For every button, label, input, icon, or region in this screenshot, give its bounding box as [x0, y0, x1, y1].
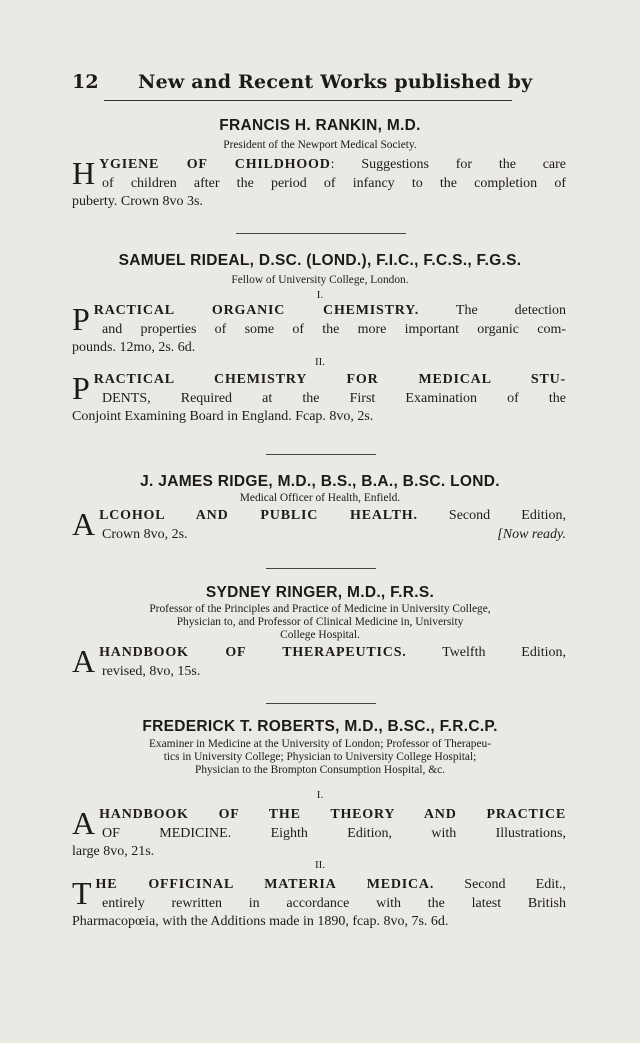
entry-text: of children after the period of infancy to the completion of	[102, 175, 566, 191]
entry-text: Crown 8vo, 2s.	[102, 526, 188, 542]
running-title: New and Recent Works published by	[138, 71, 533, 93]
drop-cap: A	[72, 506, 96, 542]
book-title: RACTICAL CHEMISTRY FOR MEDICAL STU-	[93, 372, 566, 387]
entry-text: revised, 8vo, 15s.	[102, 663, 201, 679]
author-name: SAMUEL RIDEAL, D.SC. (LOND.), F.I.C., F.C.S., F.G.S.	[118, 252, 522, 269]
book-entry	[72, 156, 566, 212]
credential-line: Examiner in Medicine at the University of London; Professor of Therapeu-	[148, 738, 492, 750]
book-title: RACTICAL ORGANIC CHEMISTRY.	[93, 303, 420, 318]
drop-cap: P	[72, 301, 90, 337]
drop-cap: A	[72, 643, 96, 679]
credential-line: Physician to, and Professor of Clinical Medicine in, University	[176, 616, 464, 628]
book-title: LCOHOL AND PUBLIC HEALTH.	[99, 508, 418, 523]
entry-text: Conjoint Examining Board in England. Fcap. 8vo, 2s.	[72, 409, 374, 425]
book-entry	[72, 302, 566, 358]
drop-cap: H	[72, 155, 96, 191]
entry-text: Second Edition,	[417, 508, 566, 523]
author-credentials	[40, 603, 600, 642]
entry-text: Pharmacopœia, with the Additions made in 1890, fcap. 8vo, 7s. 6d.	[72, 914, 449, 930]
book-title: HANDBOOK OF THE THEORY AND PRACTICE	[99, 807, 566, 822]
author-credentials	[40, 139, 600, 152]
entry-text: Twelfth Edition,	[406, 645, 566, 660]
work-numeral: I.	[316, 789, 324, 801]
book-entry	[72, 644, 566, 681]
author-name: J. JAMES RIDGE, M.D., B.S., B.A., B.SC. LOND.	[140, 473, 500, 490]
author-name: FREDERICK T. ROBERTS, M.D., B.SC., F.R.C.P.	[142, 718, 498, 735]
entry-text: entirely rewritten in accordance with the latest British	[102, 895, 566, 911]
entry-text: puberty. Crown 8vo 3s.	[72, 194, 203, 210]
credential-line: College Hospital.	[280, 629, 360, 641]
entry-text: : Suggestions for the care	[330, 157, 566, 172]
entry-text: large 8vo, 21s.	[72, 844, 155, 860]
credential-line: Medical Officer of Health, Enfield.	[239, 492, 401, 504]
book-entry	[72, 806, 566, 862]
credential-line: President of the Newport Medical Society.	[223, 139, 417, 151]
author-credentials	[40, 492, 600, 505]
entry-text: and properties of some of the more important organic com-	[102, 321, 566, 337]
credential-line: tics in University College; Physician to University College Hospital;	[163, 751, 477, 763]
section-divider	[266, 568, 376, 569]
section-divider	[266, 703, 376, 704]
author-name: FRANCIS H. RANKIN, M.D.	[219, 117, 421, 134]
work-numeral: I.	[316, 289, 324, 301]
book-entry	[72, 371, 566, 427]
drop-cap: A	[72, 805, 96, 841]
author-credentials	[40, 274, 600, 287]
entry-text: Second Edit.,	[434, 877, 567, 892]
book-title: HANDBOOK OF THERAPEUTICS.	[99, 645, 407, 660]
header-rule	[104, 100, 512, 101]
entry-text: pounds. 12mo, 2s. 6d.	[72, 340, 196, 356]
credential-line: Professor of the Principles and Practice of Medicine in University College,	[149, 603, 491, 615]
drop-cap: P	[72, 370, 90, 406]
entry-text: OF MEDICINE. Eighth Edition, with Illustrations,	[102, 825, 566, 841]
section-divider	[236, 233, 406, 234]
author-credentials	[40, 738, 600, 777]
entry-text: DENTS, Required at the First Examination of the	[102, 390, 566, 406]
book-title: HE OFFICINAL MATERIA MEDICA.	[95, 877, 435, 892]
book-entry	[72, 876, 566, 932]
section-divider	[266, 454, 376, 455]
page-number: 12	[72, 71, 99, 93]
drop-cap: T	[72, 875, 92, 911]
author-name: SYDNEY RINGER, M.D., F.R.S.	[205, 584, 435, 601]
entry-text: The detection	[419, 303, 566, 318]
book-entry	[72, 507, 566, 544]
book-title: YGIENE OF CHILDHOOD	[99, 157, 331, 172]
availability-note: [Now ready.	[497, 526, 566, 542]
credential-line: Physician to the Brompton Consumption Hospital, &c.	[195, 764, 445, 776]
work-numeral: II.	[314, 356, 326, 368]
work-numeral: II.	[314, 859, 326, 871]
credential-line: Fellow of University College, London.	[231, 274, 409, 286]
